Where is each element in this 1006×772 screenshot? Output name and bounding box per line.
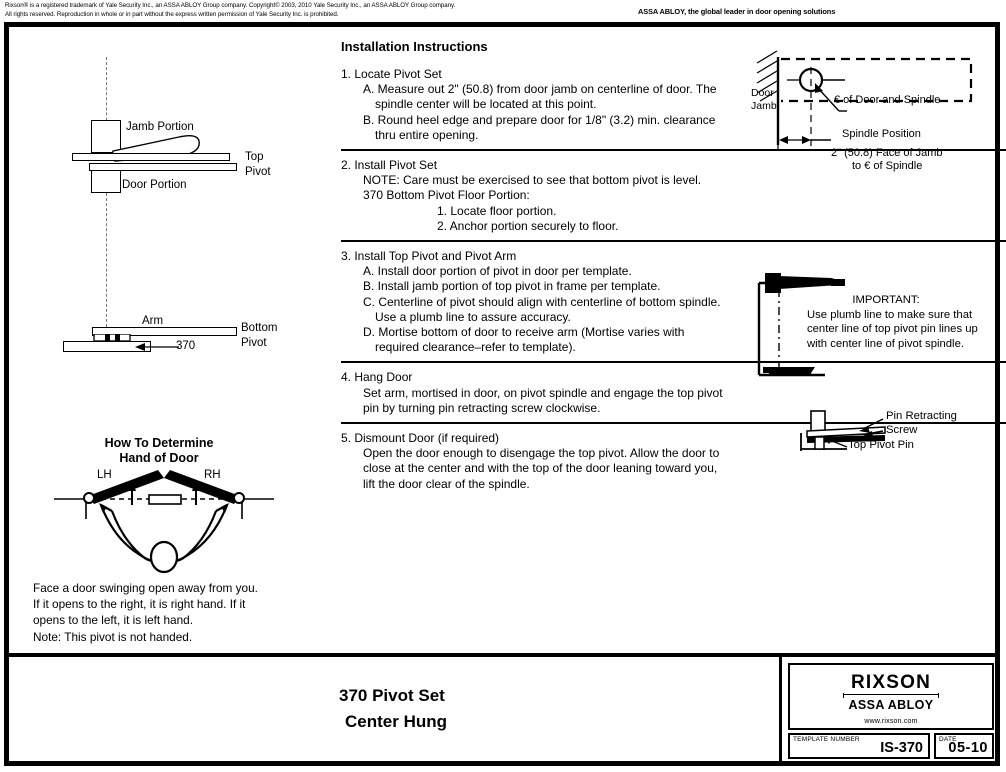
step-3-item-a: A. Install door portion of pivot in door per template. [363,264,632,279]
hand-of-door-note [33,580,323,645]
copyright-notice [5,2,605,19]
hand-of-door-title [9,436,309,466]
important-heading: IMPORTANT: [852,294,920,306]
step-1-item-b: B. Round heel edge and prepare door for 1/8" (3.2) min. clearance thru entire opening. [363,112,716,142]
pin-retracting-label: Pin Retracting [886,410,957,422]
step-1-item-a: A. Measure out 2" (50.8) from door jamb on centerline of door. The spindle center will be located at this point. [363,82,717,112]
top-pivot-jamb-plate [72,153,230,161]
screw-label: Screw [886,424,918,436]
spindle-position-label: Spindle Position [842,128,921,140]
right-hand-label: RH [204,469,221,481]
step-2-floor-heading: 370 Bottom Pivot Floor Portion: [363,188,530,203]
instruction-step-4 [341,370,731,416]
title-block [779,657,997,763]
template-number-value: IS-370 [880,740,923,756]
step-4-body: Set arm, mortised in door, on pivot spindle and engage the top pivot pin by turning pin retracting screw clockwise. [363,385,723,415]
hand-of-door-title-line-2: Hand of Door [119,451,199,465]
drawing-frame [4,22,1000,766]
important-line-3: with center line of pivot spindle. [807,337,964,350]
hand-note-line-4: Note: This pivot is not handed. [33,629,193,644]
rixson-wordmark: RIXSON [850,672,932,693]
template-number-caption: TEMPLATE NUMBER [793,736,860,743]
copyright-line-2: All rights reserved. Reproduction in whole or in part without the express written permission of Yale Security Inc. is prohibited. [5,10,339,18]
door-jamb-label-line-2: Jamb [751,100,777,112]
hand-note-line-1: Face a door swinging open away from you. [33,581,258,595]
instruction-step-3 [341,249,731,355]
important-notice [807,293,993,351]
hand-note-line-2: If it opens to the right, it is right hand. If it [33,597,246,612]
date-value: 05-10 [948,740,988,756]
important-line-1: Use plumb line to make sure that [807,308,973,321]
hand-of-door-figure [54,467,274,577]
top-pivot-door-plate [89,163,237,171]
hand-note-line-3: opens to the left, it is left hand. [33,613,194,628]
door-jamb-label-line-1: Door [751,87,774,99]
step-1-heading: 1. Locate Pivot Set [341,67,442,81]
instructions-title: Installation Instructions [341,39,488,54]
instruction-step-1 [341,67,731,143]
installation-instructions [341,39,731,492]
copyright-line-1: Rixson® is a registered trademark of Yale Security Inc., an ASSA ABLOY Group company. Copyright© 2003, 2010 Yale Security Inc., an ASSA ABLOY Group company. [5,2,456,9]
centerline-door-spindle-label: € of Door and Spindle [834,94,941,106]
top-pivot-label [245,150,271,180]
step-5-heading: 5. Dismount Door (if required) [341,431,500,446]
rixson-logo-box [788,663,994,730]
step-3-item-d: D. Mortise bottom of door to receive arm (Mortise varies with required clearance–refer to template). [363,325,685,355]
hand-of-door-title-line-1: How To Determine [104,436,214,450]
step-5-body: Open the door enough to disengage the top pivot. Allow the door to close at the center and with the top of the door leaning toward you, lift the door clear of the spindle. [363,446,720,491]
step-2-note: NOTE: Care must be exercised to see that bottom pivot is level. [363,173,702,188]
document-title-line-1: 370 Pivot Set [339,686,445,705]
document-title [339,683,447,735]
left-diagram-column [9,27,335,653]
jamb-portion-label: Jamb Portion [126,121,194,133]
jamb-dimension-label-line-2: to € of Spindle [852,160,923,172]
legal-header [0,0,1006,22]
template-number-box [788,733,930,759]
left-hand-label: LH [97,469,112,481]
bottom-pivot-label [241,321,277,351]
step-2-heading: 2. Install Pivot Set [341,158,438,173]
model-leader-arrow [133,341,181,353]
jamb-dimension-label-line-1: 2" (50.8) Face of Jamb [831,147,943,159]
step-3-item-c: C. Centerline of pivot should align with centerline of bottom spindle. Use a plumb line to assure accuracy. [363,294,721,324]
jamb-plan-figure [735,49,997,174]
step-4-heading: 4. Hang Door [341,370,413,385]
step-2-item-1: 1. Locate floor portion. [437,203,557,218]
bottom-pivot-label-line-1: Bottom [241,322,278,334]
arm-label: Arm [142,315,164,327]
drawing-frame-inner [8,26,996,762]
date-caption: DATE [939,736,957,743]
date-box [934,733,994,759]
step-2-item-2: 2. Anchor portion securely to floor. [437,218,619,233]
step-3-heading: 3. Install Top Pivot and Pivot Arm [341,249,517,264]
bottom-pivot-label-line-2: Pivot [241,337,267,349]
step-3-item-b: B. Install jamb portion of top pivot in frame per template. [363,279,661,294]
instruction-step-2 [341,158,731,234]
top-pivot-label-line-2: Pivot [245,166,271,178]
assa-abloy-tagline: ASSA ABLOY, the global leader in door opening solutions [638,7,836,16]
document-title-line-2: Center Hung [345,712,447,731]
right-detail-column [735,27,997,653]
assa-abloy-wordmark: ASSA ABLOY [848,698,934,712]
top-pivot-label-line-1: Top [245,151,264,163]
door-jamb-label [751,87,777,113]
plumb-line-figure [735,267,997,392]
door-portion-block [91,171,121,193]
door-portion-label: Door Portion [122,179,187,191]
logo-bracket-rule [843,694,939,695]
instruction-step-5 [341,431,731,492]
pin-detail-figure [735,403,997,464]
important-line-2: center line of top pivot pin lines up [807,323,978,336]
website-url[interactable]: www.rixson.com [864,718,918,725]
model-370-label: 370 [176,340,196,352]
top-pivot-pin-label: Top Pivot Pin [848,439,914,451]
